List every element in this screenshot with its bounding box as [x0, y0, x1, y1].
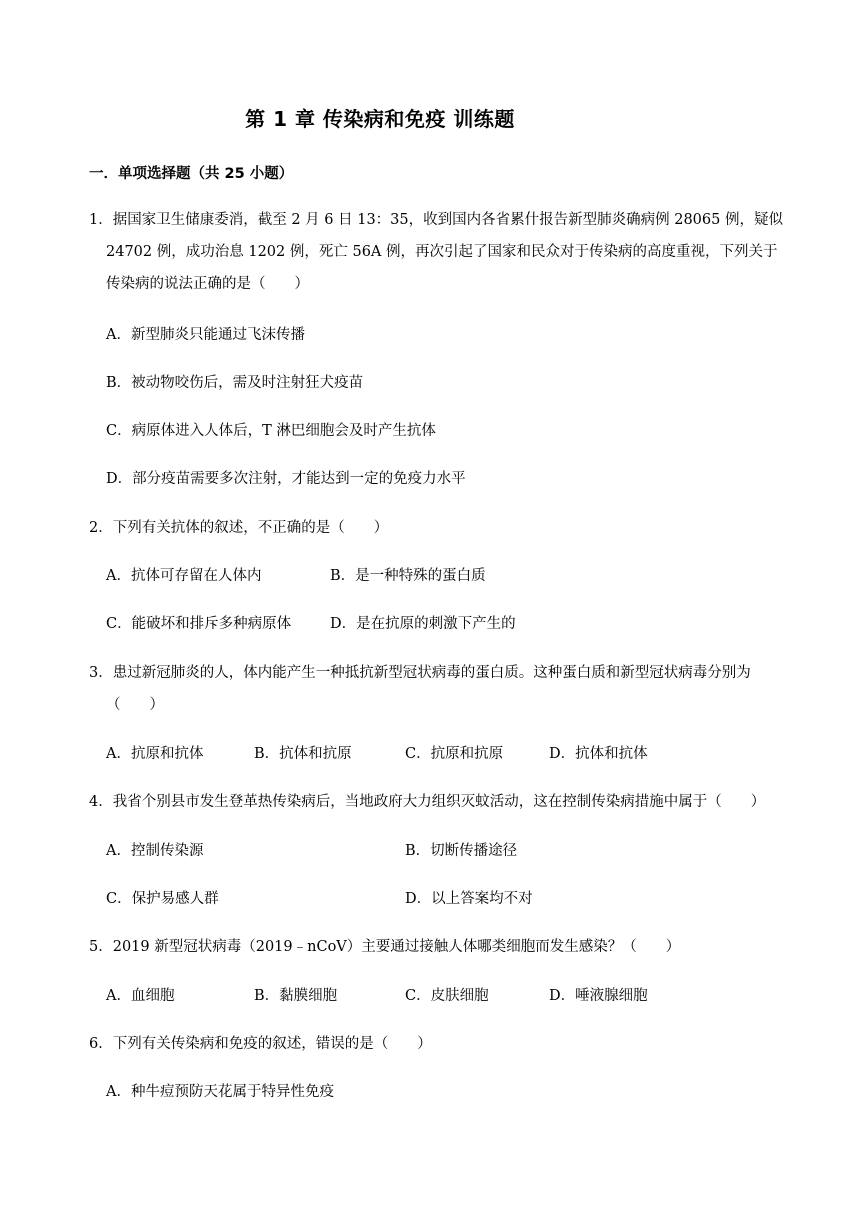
question-4-line-1: 4．我省个别县市发生登革热传染病后，当地政府大力组织灭蚊活动，这在控制传染病措施中属于（ ） — [89, 794, 766, 810]
section-heading: 一．单项选择题（共 25 小题） — [89, 166, 294, 182]
question-3-line-2: （ ） — [106, 697, 164, 713]
question-3-option-d: D．抗体和抗体 — [549, 746, 648, 762]
question-2-option-d: D．是在抗原的刺激下产生的 — [330, 616, 516, 632]
question-5-option-b: B．黏膜细胞 — [254, 988, 338, 1004]
question-5-line-1: 5．2019 新型冠状病毒（2019﹣nCoV）主要通过接触人体哪类细胞而发生感染？（ ） — [89, 939, 681, 955]
question-4-option-a: A．控制传染源 — [106, 843, 204, 859]
question-1-option-d: D．部分疫苗需要多次注射，才能达到一定的免疫力水平 — [106, 471, 466, 487]
question-5-option-d: D．唾液腺细胞 — [549, 988, 648, 1004]
question-1-line-2: 24702 例，成功治息 1202 例，死亡 56A 例，再次引起了国家和民众对于传染病的高度重视，下列关于 — [106, 244, 778, 260]
question-1-line-1: 1．据国家卫生储康委消，截至 2 月 6 日 13：35，收到国内各省累什报告新型肺炎确病例 28065 例，疑似 — [89, 212, 783, 228]
question-2-line-1: 2．下列有关抗体的叙述，不正确的是（ ） — [89, 520, 389, 536]
question-3-option-b: B．抗体和抗原 — [254, 746, 352, 762]
question-4-option-d: D．以上答案均不对 — [405, 891, 533, 907]
question-1-option-c: C．病原体进入人体后，T 淋巴细胞会及时产生抗体 — [106, 423, 436, 439]
question-4-option-b: B．切断传播途径 — [405, 843, 518, 859]
question-3-option-a: A．抗原和抗体 — [106, 746, 204, 762]
question-1-option-a: A．新型肺炎只能通过飞沫传播 — [106, 327, 305, 343]
question-2-option-b: B．是一种特殊的蛋白质 — [330, 568, 486, 584]
question-5-option-c: C．皮肤细胞 — [405, 988, 489, 1004]
page-title: 第 1 章 传染病和免疫 训练题 — [245, 107, 515, 131]
question-4-option-c: C．保护易感人群 — [106, 891, 219, 907]
question-2-option-c: C．能破坏和排斥多种病原体 — [106, 616, 292, 632]
question-2-option-a: A．抗体可存留在人体内 — [106, 568, 262, 584]
question-6-option-a: A．种牛痘预防天花属于特异性免疫 — [106, 1084, 334, 1100]
question-1-line-3: 传染病的说法正确的是（ ） — [106, 276, 309, 292]
question-3-option-c: C．抗原和抗原 — [405, 746, 504, 762]
question-5-option-a: A．血细胞 — [106, 988, 175, 1004]
question-1-option-b: B．被动物咬伤后，需及时注射狂犬疫苗 — [106, 375, 364, 391]
question-6-line-1: 6．下列有关传染病和免疫的叙述，错误的是（ ） — [89, 1036, 432, 1052]
question-3-line-1: 3．患过新冠肺炎的人，体内能产生一种抵抗新型冠状病毒的蛋白质。这种蛋白质和新型冠状病毒分别为 — [89, 665, 751, 681]
